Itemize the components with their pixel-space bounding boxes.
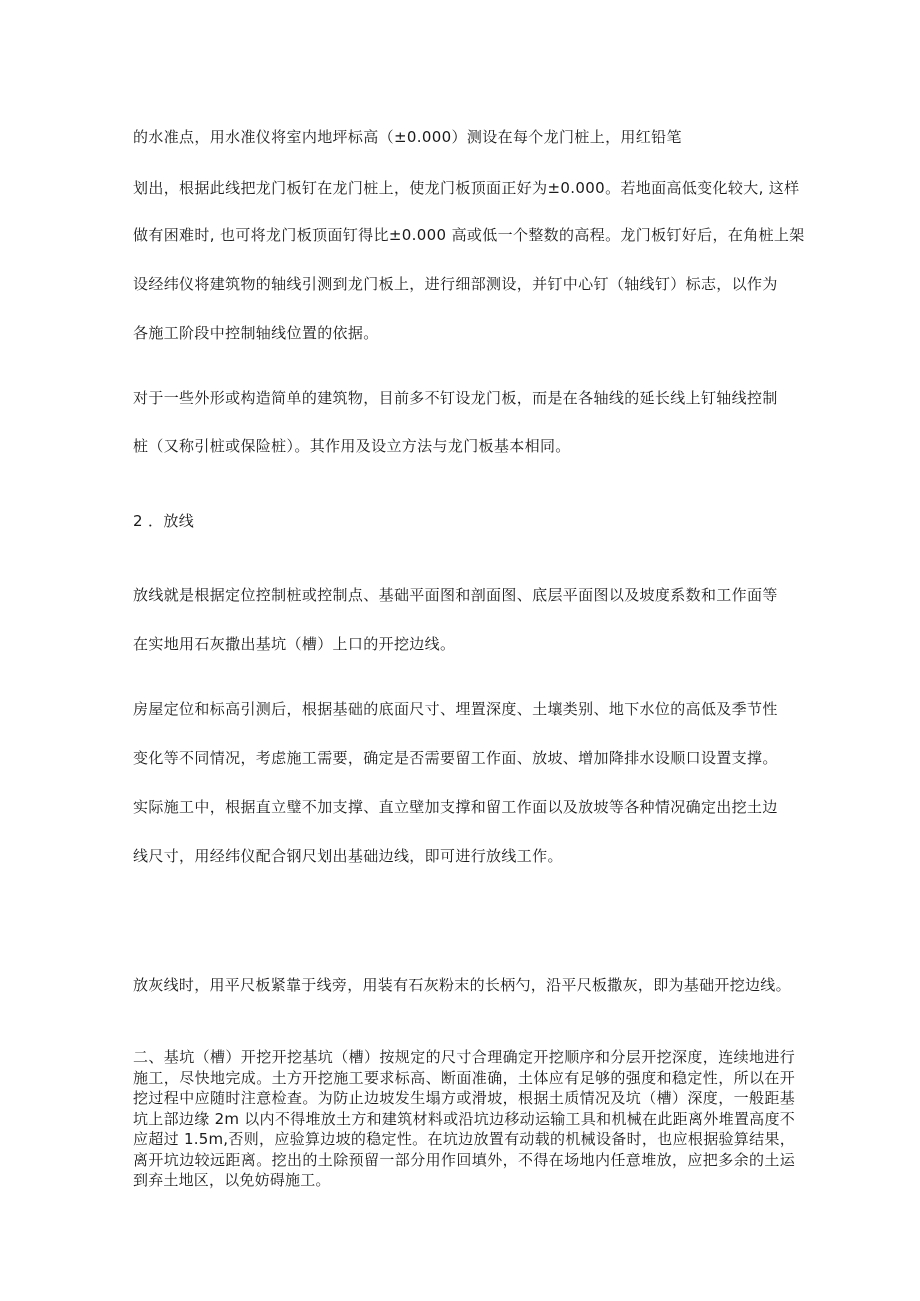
text-line: 变化等不同情况，考虑施工需要，确定是否需要留工作面、放坡、增加降排水设顺口设置支撑。	[133, 749, 778, 767]
section-heading: 2 ．放线	[133, 512, 195, 530]
text-line: 房屋定位和标高引测后，根据基础的底面尺寸、埋置深度、土壤类别、地下水位的高低及季节性	[133, 700, 778, 718]
text-line: 划出，根据此线把龙门板钉在龙门桩上，使龙门板顶面正好为±0.000。若地面高低变化较大, 这样	[133, 179, 800, 197]
text-line: 的水准点，用水准仪将室内地坪标高（±0.000）测设在每个龙门桩上，用红铅笔	[133, 128, 682, 146]
text-line: 在实地用石灰撒出基坑（槽）上口的开挖边线。	[133, 635, 456, 653]
text-line: 对于一些外形或构造简单的建筑物，目前多不钉设龙门板，而是在各轴线的延长线上钉轴线控制	[133, 389, 778, 407]
text-line: 各施工阶段中控制轴线位置的依据。	[133, 324, 379, 342]
text-line: 线尺寸，用经纬仪配合钢尺划出基础边线，即可进行放线工作。	[133, 847, 563, 865]
text-line: 桩（又称引桩或保险桩）。其作用及设立方法与龙门板基本相同。	[133, 437, 571, 455]
text-line: 设经纬仪将建筑物的轴线引测到龙门板上，进行细部测设，并钉中心钉（轴线钉）标志，以作为	[133, 275, 778, 293]
body-paragraph: 二、基坑（槽）开挖开挖基坑（槽）按规定的尺寸合理确定开挖顺序和分层开挖深度，连续地进行施工，尽快地完成。土方开挖施工要求标高、断面准确，土体应有足够的强度和稳定性，所以在开挖过程中应随时注意检查。为防止边坡发生塌方或滑坡，根据土质情况及坑（槽）深度，一般距基坑上部边缘 2m 以内不得堆放土方和建筑材料或沿坑边移动运输工具和机械在此距离外堆置高度不应超过 1.5m,否则，应验算边坡的稳定性。在坑边放置有动载的机械设备时，也应根据验算结果，离开坑边较远距离。挖出的土除预留一部分用作回填外，不得在场地内任意堆放，应把多余的土运到弃土地区，以免妨碍施工。	[133, 1048, 795, 1189]
text-line: 放灰线时，用平尺板紧靠于线旁，用装有石灰粉末的长柄勺，沿平尺板撒灰，即为基础开挖边线。	[133, 976, 791, 994]
text-line: 做有困难时, 也可将龙门板顶面钉得比±0.000 高或低一个整数的高程。龙门板钉好后，在角桩上架	[133, 226, 805, 244]
text-line: 实际施工中，根据直立璧不加支撑、直立壁加支撑和留工作面以及放坡等各种情况确定出挖土边	[133, 798, 778, 816]
text-line: 放线就是根据定位控制桩或控制点、基础平面图和剖面图、底层平面图以及坡度系数和工作面等	[133, 586, 778, 604]
